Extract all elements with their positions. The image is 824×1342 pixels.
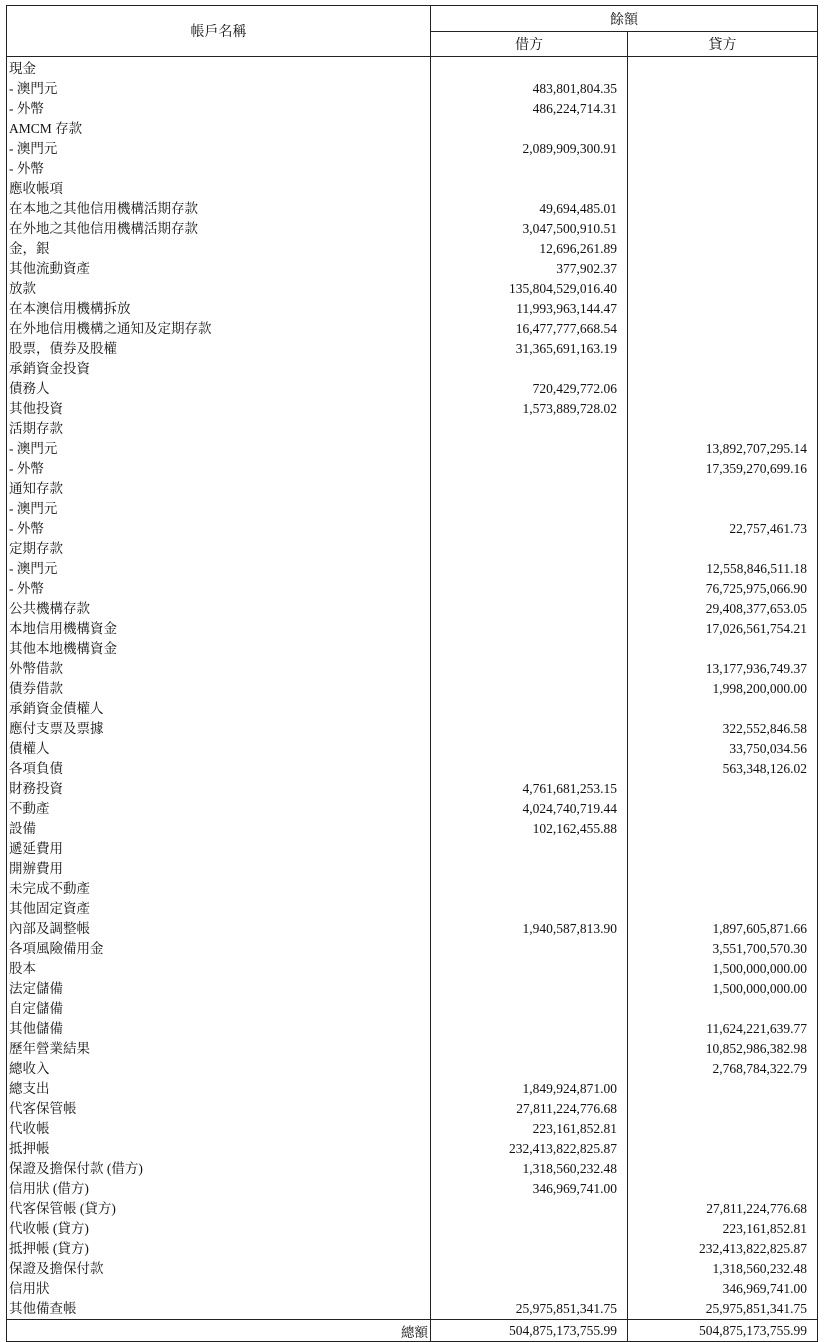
account-name-cell: 在本地之其他信用機構活期存款	[7, 199, 431, 219]
table-row	[7, 359, 818, 379]
table-row	[7, 439, 818, 459]
credit-cell: 33,750,034.56	[628, 739, 818, 759]
account-name-cell: 其他本地機構資金	[7, 639, 431, 659]
credit-cell: 13,177,936,749.37	[628, 659, 818, 679]
table-row	[7, 919, 818, 939]
account-name-cell: 其他儲備	[7, 1019, 431, 1039]
account-name-cell: - 澳門元	[7, 79, 431, 99]
credit-cell: 1,500,000,000.00	[628, 979, 818, 999]
credit-cell	[628, 839, 818, 859]
table-row	[7, 859, 818, 879]
table-row	[7, 1259, 818, 1279]
table-row	[7, 519, 818, 539]
credit-cell: 1,500,000,000.00	[628, 959, 818, 979]
account-name-header: 帳戶名稱	[7, 6, 431, 57]
account-name-cell: 外幣借款	[7, 659, 431, 679]
debit-cell	[431, 959, 628, 979]
debit-cell	[431, 699, 628, 719]
credit-cell: 17,359,270,699.16	[628, 459, 818, 479]
table-row	[7, 499, 818, 519]
account-name-cell: 金，銀	[7, 239, 431, 259]
debit-cell: 483,801,804.35	[431, 79, 628, 99]
credit-cell: 346,969,741.00	[628, 1279, 818, 1299]
table-row	[7, 259, 818, 279]
account-name-cell: 開辦費用	[7, 859, 431, 879]
credit-header: 貸方	[628, 32, 818, 57]
account-name-cell: 代收帳 (貸方)	[7, 1219, 431, 1239]
debit-cell	[431, 159, 628, 179]
credit-cell	[628, 379, 818, 399]
credit-cell	[628, 179, 818, 199]
total-debit: 504,875,173,755.99	[431, 1320, 628, 1342]
table-row	[7, 819, 818, 839]
table-row	[7, 619, 818, 639]
debit-cell	[431, 419, 628, 439]
debit-cell: 31,365,691,163.19	[431, 339, 628, 359]
table-row	[7, 139, 818, 159]
credit-cell: 10,852,986,382.98	[628, 1039, 818, 1059]
debit-cell	[431, 599, 628, 619]
table-row	[7, 479, 818, 499]
total-row	[7, 1320, 818, 1342]
table-footer	[7, 1320, 818, 1342]
account-name-cell: 本地信用機構資金	[7, 619, 431, 639]
credit-cell	[628, 1159, 818, 1179]
account-name-cell: 放款	[7, 279, 431, 299]
debit-cell: 49,694,485.01	[431, 199, 628, 219]
table-row	[7, 99, 818, 119]
table-row	[7, 319, 818, 339]
table-row	[7, 739, 818, 759]
table-row	[7, 57, 818, 80]
table-header	[7, 6, 818, 57]
debit-header: 借方	[431, 32, 628, 57]
credit-cell	[628, 99, 818, 119]
account-name-cell: - 澳門元	[7, 559, 431, 579]
table-row	[7, 879, 818, 899]
account-name-cell: - 澳門元	[7, 499, 431, 519]
table-row	[7, 759, 818, 779]
account-name-cell: 保證及擔保付款 (借方)	[7, 1159, 431, 1179]
account-name-cell: 承銷資金債權人	[7, 699, 431, 719]
debit-cell	[431, 1199, 628, 1219]
account-name-cell: 其他投資	[7, 399, 431, 419]
debit-cell	[431, 57, 628, 80]
account-name-cell: 股票，債券及股權	[7, 339, 431, 359]
debit-cell: 12,696,261.89	[431, 239, 628, 259]
account-name-cell: 應收帳項	[7, 179, 431, 199]
table-row	[7, 1039, 818, 1059]
table-row	[7, 1139, 818, 1159]
credit-cell	[628, 219, 818, 239]
table-row	[7, 339, 818, 359]
credit-cell	[628, 279, 818, 299]
debit-cell: 16,477,777,668.54	[431, 319, 628, 339]
table-row	[7, 299, 818, 319]
table-row	[7, 1239, 818, 1259]
account-name-cell: 各項風險備用金	[7, 939, 431, 959]
debit-cell: 4,761,681,253.15	[431, 779, 628, 799]
table-row	[7, 239, 818, 259]
account-name-cell: 通知存款	[7, 479, 431, 499]
debit-cell: 135,804,529,016.40	[431, 279, 628, 299]
credit-cell: 223,161,852.81	[628, 1219, 818, 1239]
credit-cell	[628, 879, 818, 899]
debit-cell: 377,902.37	[431, 259, 628, 279]
credit-cell	[628, 339, 818, 359]
table-row	[7, 459, 818, 479]
debit-cell: 27,811,224,776.68	[431, 1099, 628, 1119]
credit-cell	[628, 799, 818, 819]
table-row	[7, 799, 818, 819]
account-name-cell: 在外地之其他信用機構活期存款	[7, 219, 431, 239]
account-name-cell: 遞延費用	[7, 839, 431, 859]
account-name-cell: 內部及調整帳	[7, 919, 431, 939]
debit-cell	[431, 679, 628, 699]
debit-cell	[431, 539, 628, 559]
credit-cell	[628, 859, 818, 879]
table-row	[7, 959, 818, 979]
table-row	[7, 79, 818, 99]
credit-cell: 13,892,707,295.14	[628, 439, 818, 459]
credit-cell	[628, 57, 818, 80]
credit-cell	[628, 479, 818, 499]
table-row	[7, 599, 818, 619]
table-row	[7, 559, 818, 579]
table-row	[7, 999, 818, 1019]
debit-cell	[431, 179, 628, 199]
table-row	[7, 779, 818, 799]
credit-cell: 22,757,461.73	[628, 519, 818, 539]
credit-cell	[628, 319, 818, 339]
credit-cell	[628, 819, 818, 839]
account-name-cell: - 外幣	[7, 579, 431, 599]
debit-cell	[431, 759, 628, 779]
table-row	[7, 379, 818, 399]
credit-cell: 322,552,846.58	[628, 719, 818, 739]
account-name-cell: 其他備查帳	[7, 1299, 431, 1320]
debit-cell	[431, 1239, 628, 1259]
table-row	[7, 639, 818, 659]
account-name-cell: 不動產	[7, 799, 431, 819]
account-name-cell: 定期存款	[7, 539, 431, 559]
debit-cell	[431, 999, 628, 1019]
table-row	[7, 1299, 818, 1320]
debit-cell	[431, 1019, 628, 1039]
account-name-cell: 應付支票及票據	[7, 719, 431, 739]
account-name-cell: 債券借款	[7, 679, 431, 699]
credit-cell: 17,026,561,754.21	[628, 619, 818, 639]
account-name-cell: 代客保管帳 (貸方)	[7, 1199, 431, 1219]
debit-cell: 102,162,455.88	[431, 819, 628, 839]
debit-cell	[431, 859, 628, 879]
credit-cell: 1,998,200,000.00	[628, 679, 818, 699]
credit-cell	[628, 1079, 818, 1099]
table-row	[7, 399, 818, 419]
credit-cell	[628, 79, 818, 99]
credit-cell	[628, 119, 818, 139]
table-row	[7, 659, 818, 679]
table-row	[7, 159, 818, 179]
account-name-cell: 歷年營業結果	[7, 1039, 431, 1059]
account-name-cell: 在本澳信用機構拆放	[7, 299, 431, 319]
table-row	[7, 1159, 818, 1179]
trial-balance-sheet	[6, 5, 817, 1342]
debit-cell	[431, 1259, 628, 1279]
debit-cell	[431, 659, 628, 679]
debit-cell: 486,224,714.31	[431, 99, 628, 119]
table-row	[7, 839, 818, 859]
credit-cell	[628, 239, 818, 259]
debit-cell	[431, 1279, 628, 1299]
credit-cell	[628, 1179, 818, 1199]
credit-cell	[628, 779, 818, 799]
account-name-cell: 各項負債	[7, 759, 431, 779]
table-row	[7, 699, 818, 719]
credit-cell	[628, 159, 818, 179]
account-name-cell: 保證及擔保付款	[7, 1259, 431, 1279]
account-name-cell: 未完成不動產	[7, 879, 431, 899]
account-name-cell: - 澳門元	[7, 439, 431, 459]
debit-cell	[431, 879, 628, 899]
debit-cell	[431, 499, 628, 519]
account-name-cell: 債務人	[7, 379, 431, 399]
table-row	[7, 979, 818, 999]
credit-cell	[628, 359, 818, 379]
credit-cell: 29,408,377,653.05	[628, 599, 818, 619]
debit-cell: 346,969,741.00	[431, 1179, 628, 1199]
debit-cell: 720,429,772.06	[431, 379, 628, 399]
account-name-cell: - 外幣	[7, 519, 431, 539]
table-body	[7, 57, 818, 1320]
table-row	[7, 1019, 818, 1039]
account-name-cell: 活期存款	[7, 419, 431, 439]
balance-header: 餘額	[431, 6, 818, 32]
table-row	[7, 1099, 818, 1119]
credit-cell	[628, 1139, 818, 1159]
table-row	[7, 679, 818, 699]
debit-cell: 1,940,587,813.90	[431, 919, 628, 939]
account-name-cell: 公共機構存款	[7, 599, 431, 619]
debit-cell	[431, 939, 628, 959]
credit-cell: 232,413,822,825.87	[628, 1239, 818, 1259]
table-row	[7, 719, 818, 739]
account-name-cell: - 外幣	[7, 459, 431, 479]
credit-cell: 76,725,975,066.90	[628, 579, 818, 599]
debit-cell	[431, 579, 628, 599]
table-row	[7, 199, 818, 219]
credit-cell: 1,897,605,871.66	[628, 919, 818, 939]
credit-cell	[628, 139, 818, 159]
account-name-cell: - 澳門元	[7, 139, 431, 159]
table-row	[7, 1179, 818, 1199]
debit-cell: 2,089,909,300.91	[431, 139, 628, 159]
credit-cell: 27,811,224,776.68	[628, 1199, 818, 1219]
account-name-cell: 信用狀	[7, 1279, 431, 1299]
table-row	[7, 939, 818, 959]
credit-cell	[628, 259, 818, 279]
debit-cell	[431, 639, 628, 659]
credit-cell	[628, 999, 818, 1019]
account-name-cell: 承銷資金投資	[7, 359, 431, 379]
debit-cell: 25,975,851,341.75	[431, 1299, 628, 1320]
account-name-cell: 自定儲備	[7, 999, 431, 1019]
credit-cell: 12,558,846,511.18	[628, 559, 818, 579]
debit-cell	[431, 619, 628, 639]
debit-cell	[431, 119, 628, 139]
credit-cell	[628, 639, 818, 659]
table-row	[7, 1279, 818, 1299]
debit-cell	[431, 459, 628, 479]
account-name-cell: 總支出	[7, 1079, 431, 1099]
credit-cell	[628, 299, 818, 319]
debit-cell: 11,993,963,144.47	[431, 299, 628, 319]
credit-cell	[628, 399, 818, 419]
credit-cell	[628, 419, 818, 439]
account-name-cell: 財務投資	[7, 779, 431, 799]
debit-cell	[431, 1039, 628, 1059]
table-row	[7, 419, 818, 439]
credit-cell: 25,975,851,341.75	[628, 1299, 818, 1320]
debit-cell: 1,573,889,728.02	[431, 399, 628, 419]
debit-cell	[431, 479, 628, 499]
account-name-cell: - 外幣	[7, 159, 431, 179]
table-row	[7, 1199, 818, 1219]
account-name-cell: 債權人	[7, 739, 431, 759]
account-name-cell: 現金	[7, 57, 431, 80]
account-name-cell: 抵押帳	[7, 1139, 431, 1159]
credit-cell	[628, 1119, 818, 1139]
account-name-cell: 其他流動資產	[7, 259, 431, 279]
table-row	[7, 579, 818, 599]
total-label: 總額	[7, 1320, 431, 1342]
table-row	[7, 1219, 818, 1239]
debit-cell	[431, 559, 628, 579]
debit-cell: 3,047,500,910.51	[431, 219, 628, 239]
trial-balance-table	[6, 5, 818, 1342]
account-name-cell: 其他固定資產	[7, 899, 431, 919]
debit-cell: 4,024,740,719.44	[431, 799, 628, 819]
debit-cell: 223,161,852.81	[431, 1119, 628, 1139]
table-row	[7, 899, 818, 919]
debit-cell	[431, 519, 628, 539]
credit-cell: 2,768,784,322.79	[628, 1059, 818, 1079]
credit-cell	[628, 899, 818, 919]
debit-cell: 1,318,560,232.48	[431, 1159, 628, 1179]
account-name-cell: - 外幣	[7, 99, 431, 119]
table-row	[7, 279, 818, 299]
debit-cell	[431, 1059, 628, 1079]
debit-cell	[431, 739, 628, 759]
debit-cell	[431, 899, 628, 919]
credit-cell	[628, 199, 818, 219]
debit-cell	[431, 439, 628, 459]
account-name-cell: 代收帳	[7, 1119, 431, 1139]
credit-cell: 1,318,560,232.48	[628, 1259, 818, 1279]
account-name-cell: 代客保管帳	[7, 1099, 431, 1119]
account-name-cell: AMCM 存款	[7, 119, 431, 139]
credit-cell: 3,551,700,570.30	[628, 939, 818, 959]
credit-cell: 11,624,221,639.77	[628, 1019, 818, 1039]
total-credit: 504,875,173,755.99	[628, 1320, 818, 1342]
account-name-cell: 總收入	[7, 1059, 431, 1079]
table-row	[7, 539, 818, 559]
credit-cell: 563,348,126.02	[628, 759, 818, 779]
debit-cell: 232,413,822,825.87	[431, 1139, 628, 1159]
credit-cell	[628, 1099, 818, 1119]
table-row	[7, 1079, 818, 1099]
debit-cell	[431, 719, 628, 739]
table-row	[7, 1059, 818, 1079]
account-name-cell: 設備	[7, 819, 431, 839]
table-row	[7, 1119, 818, 1139]
table-row	[7, 219, 818, 239]
credit-cell	[628, 539, 818, 559]
debit-cell: 1,849,924,871.00	[431, 1079, 628, 1099]
credit-cell	[628, 699, 818, 719]
debit-cell	[431, 1219, 628, 1239]
table-row	[7, 179, 818, 199]
account-name-cell: 在外地信用機構之通知及定期存款	[7, 319, 431, 339]
credit-cell	[628, 499, 818, 519]
account-name-cell: 股本	[7, 959, 431, 979]
account-name-cell: 信用狀 (借方)	[7, 1179, 431, 1199]
table-row	[7, 119, 818, 139]
account-name-cell: 抵押帳 (貸方)	[7, 1239, 431, 1259]
debit-cell	[431, 979, 628, 999]
debit-cell	[431, 359, 628, 379]
debit-cell	[431, 839, 628, 859]
account-name-cell: 法定儲備	[7, 979, 431, 999]
